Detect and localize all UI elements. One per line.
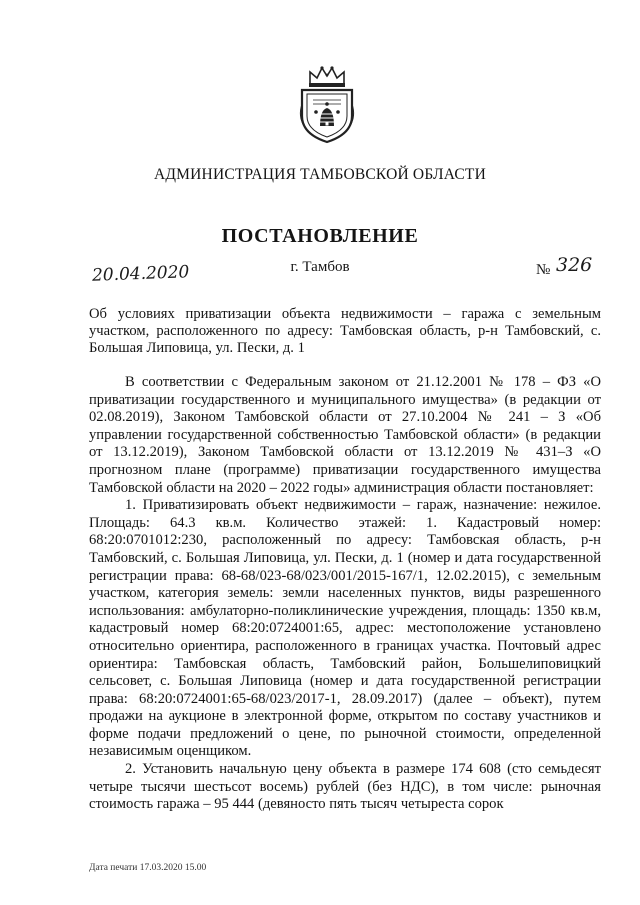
document-type-title: ПОСТАНОВЛЕНИЕ xyxy=(221,225,419,247)
document-subject: Об условиях приватизации объекта недвижимости – гаража с земельным участком, расположенного по адресу: Тамбовская область, р-н Тамбовский, с. Большая Липовица, ул. Пески, д. 1 xyxy=(89,306,601,356)
document-city: г. Тамбов xyxy=(290,259,350,275)
body-paragraph-2: 2. Установить начальную цену объекта в размере 174 608 (сто семьдесят четыре тысячи шестьсот восемь) рублей (без НДС), в том числе: рыночная стоимость гаража – 95 444 (девяносто пять тысяч четыреста сорок xyxy=(89,761,601,813)
document-date: 20.04.2020 xyxy=(91,262,190,286)
organization-name: АДМИНИСТРАЦИЯ ТАМБОВСКОЙ ОБЛАСТИ xyxy=(154,166,486,183)
document-body xyxy=(89,374,601,814)
print-date-footer: Дата печати 17.03.2020 15.00 xyxy=(89,863,207,873)
body-paragraph-preamble: В соответствии с Федеральным законом от 21.12.2001 № 178 – ФЗ «О приватизации государственного и муниципального имущества» (в редакции от 02.08.2019), Законом Тамбовской области от 27.10.2004 № 241 – З «Об управлении государственной собственностью Тамбовской области» (в редакции от 13.12.2019), Законом Тамбовской области от 13.12.2019 № 431–З «О прогнозном плане (программе) приватизации государственного имущества Тамбовской области на 2020 – 2022 годы» администрация области постановляет: xyxy=(89,374,601,496)
body-paragraph-1: 1. Приватизировать объект недвижимости – гараж, назначение: нежилое. Площадь: 64.3 кв.м. Количество этажей: 1. Кадастровый номер: 68:20:0701012:230, расположенный по адресу: Тамбовская область, р-н Тамбовский, с. Большая Липовица, ул. Пески, д. 1 (номер и дата государственной регистрации права: 68-68/023-68/023/001/2015-167/1, 12.02.2015), с земельным участком, категория земель: земли населенных пунктов, виды разрешенного использования: амбулаторно-поликлинические учреждения, площадь: 1350 кв.м, кадастровый номер 68:20:0724001:65, адрес: местоположение установлено относительно ориентира, расположенного в границах участка. Почтовый адрес ориентира: Тамбовская область, Тамбовский район, Большелиповицкий сельсовет, с. Большая Липовица (номер и дата государственной регистрации права: 68:20:0724001:65-68/023/2017-1, 28.09.2017) (далее – объект), путем продажи на аукционе в электронной форме, открытом по составу участников и форме подачи предложений о цене, по рыночной стоимости, определенной независимым оценщиком. xyxy=(89,497,601,760)
document-number: 326 xyxy=(556,254,593,276)
document-number-label: № xyxy=(536,262,551,278)
coat-of-arms-icon xyxy=(296,64,358,144)
